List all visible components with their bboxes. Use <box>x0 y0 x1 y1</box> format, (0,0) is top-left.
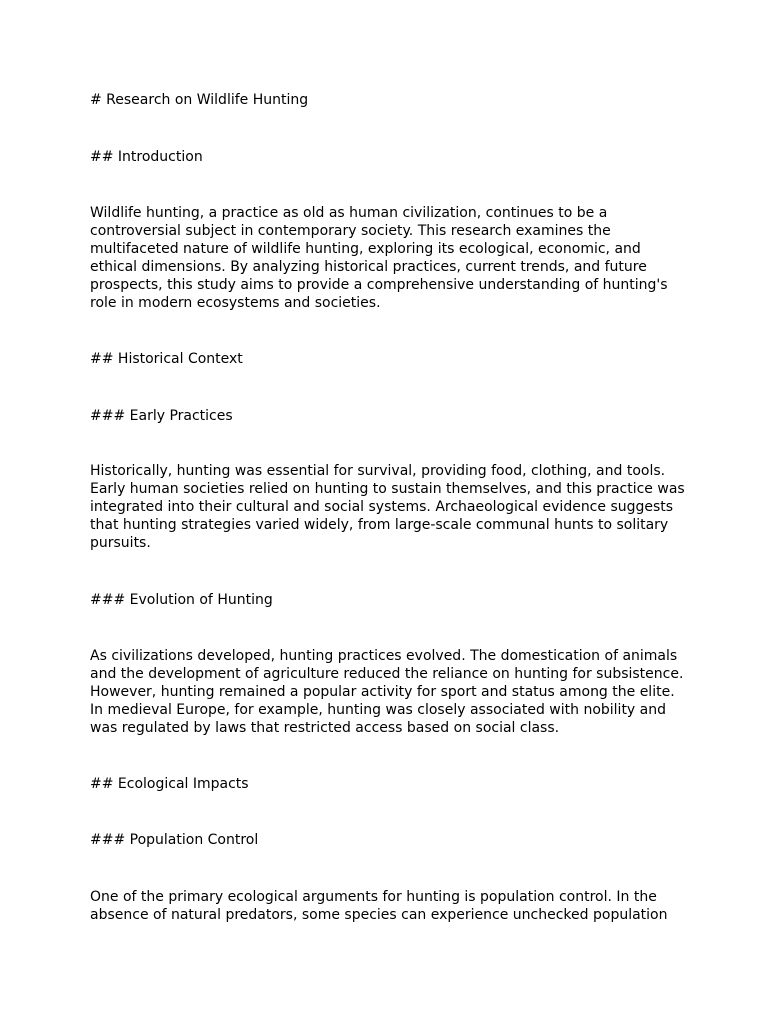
paragraph-early-practices: Historically, hunting was essential for survival, providing food, clothing, and tools. Early human societies relied on hunting to sustain themselves, and this practice was integrated into their cultural and social systems. Archaeological evidence suggests that hunting strategies varied widely, from large-scale communal hunts to solitary pursuits. <box>90 463 685 551</box>
paragraph-introduction: Wildlife hunting, a practice as old as human civilization, continues to be a controversial subject in contemporary society. This research examines the multifaceted nature of wildlife hunting, exploring its ecological, economic, and ethical dimensions. By analyzing historical practices, current trends, and future prospects, this study aims to provide a comprehensive understanding of hunting's role in modern ecosystems and societies. <box>90 205 668 311</box>
heading-evolution-of-hunting: ### Evolution of Hunting <box>90 592 273 608</box>
heading-ecological-impacts: ## Ecological Impacts <box>90 776 249 792</box>
heading-introduction: ## Introduction <box>90 149 203 165</box>
paragraph-population-control: One of the primary ecological arguments for hunting is population control. In the absence of natural predators, some species can experience unchecked population <box>90 889 668 923</box>
heading-early-practices: ### Early Practices <box>90 408 233 424</box>
heading-historical-context: ## Historical Context <box>90 351 243 367</box>
heading-population-control: ### Population Control <box>90 832 259 848</box>
paragraph-evolution-of-hunting: As civilizations developed, hunting practices evolved. The domestication of animals and the development of agriculture reduced the reliance on hunting for subsistence. However, hunting remained a popular activity for sport and status among the elite. In medieval Europe, for example, hunting was closely associated with nobility and was regulated by laws that restricted access based on social class. <box>90 648 684 736</box>
document-title: # Research on Wildlife Hunting <box>90 92 309 108</box>
